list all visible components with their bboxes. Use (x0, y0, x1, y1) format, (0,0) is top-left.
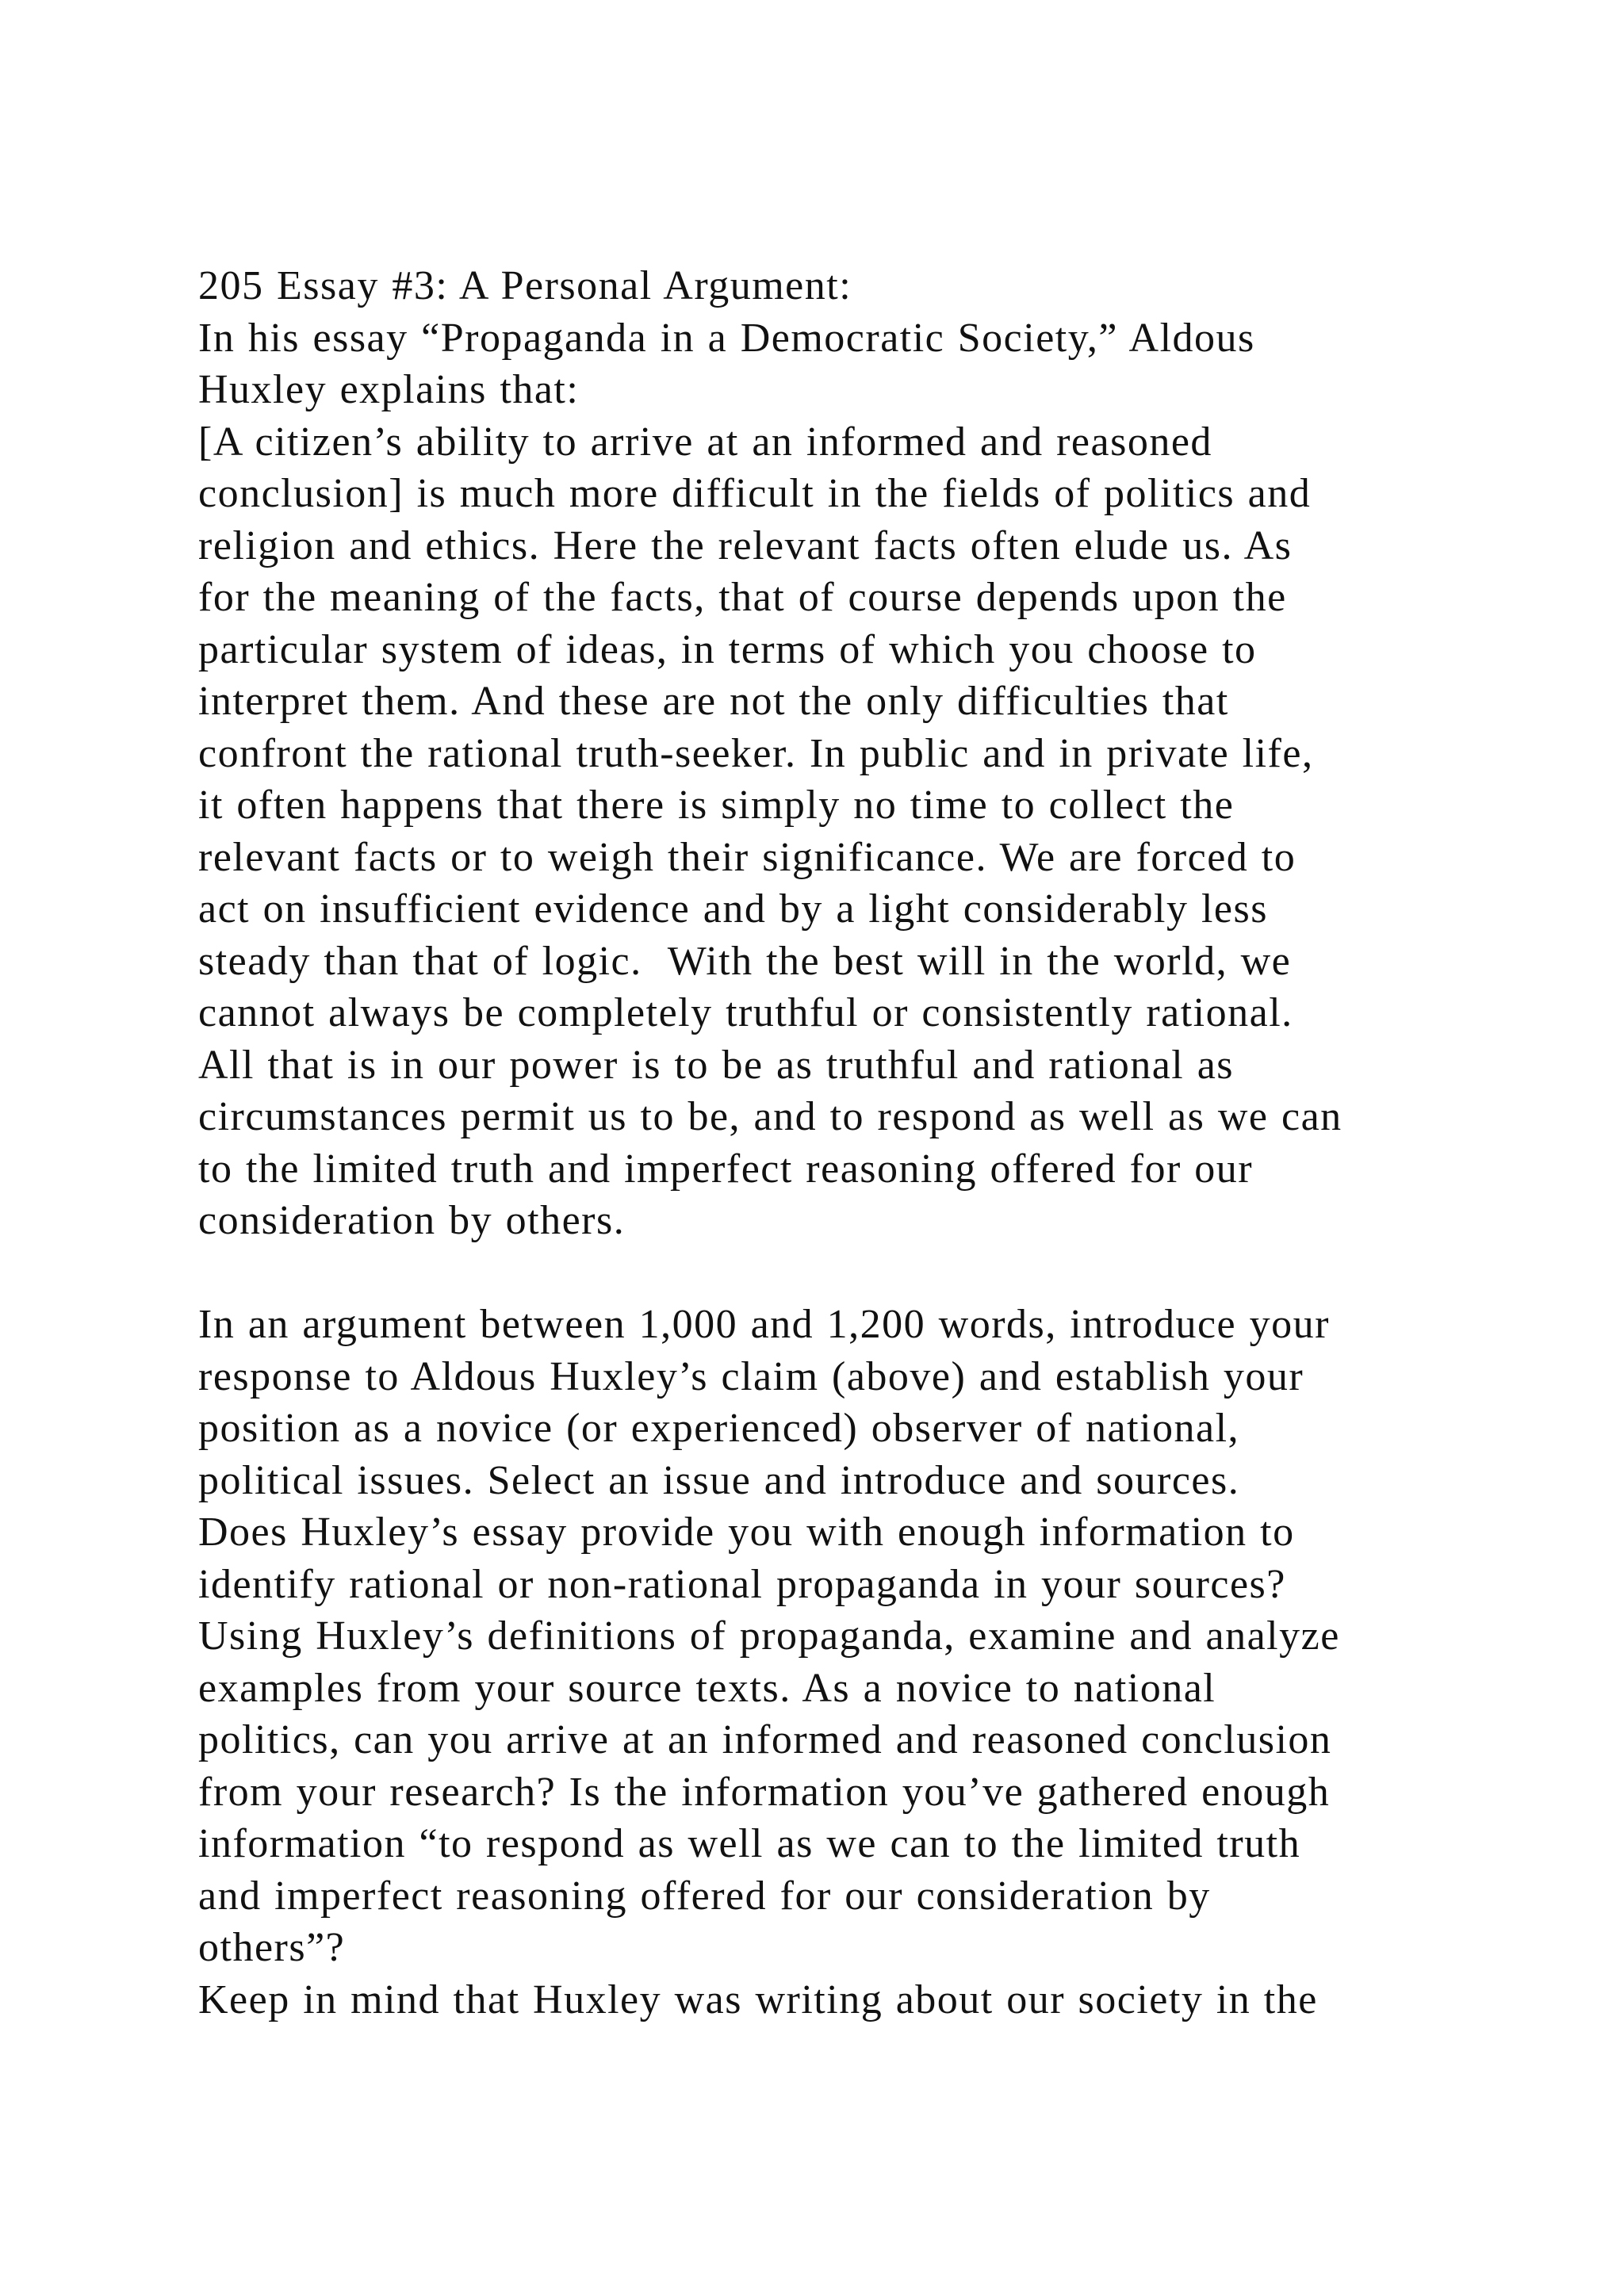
quote-line: religion and ethics. Here the relevant facts often elude us. As (198, 522, 1293, 568)
prompt-line: from your research? Is the information you’ve gathered enough (198, 1769, 1331, 1815)
quote-line: steady than that of logic. With the best will in the world, we (198, 938, 1292, 984)
intro-line: Huxley explains that: (198, 367, 580, 412)
prompt-line: others”? (198, 1925, 346, 1970)
prompt-line: information “to respond as well as we can to the limited truth (198, 1821, 1301, 1866)
prompt-line: Using Huxley’s definitions of propaganda, examine and analyze (198, 1613, 1340, 1659)
prompt-line: examples from your source texts. As a novice to national (198, 1665, 1216, 1711)
document-body (198, 260, 1507, 2026)
quote-line: interpret them. And these are not the only difficulties that (198, 679, 1229, 724)
quote-line: relevant facts or to weigh their significance. We are forced to (198, 834, 1297, 880)
quote-line: to the limited truth and imperfect reasoning offered for our (198, 1146, 1254, 1192)
prompt-line: politics, can you arrive at an informed and reasoned conclusion (198, 1717, 1332, 1762)
quote-line: it often happens that there is simply no time to collect the (198, 783, 1235, 828)
quote-line: for the meaning of the facts, that of course depends upon the (198, 575, 1287, 620)
quote-line: All that is in our power is to be as truthful and rational as (198, 1042, 1235, 1088)
prompt-line: position as a novice (or experienced) observer of national, (198, 1406, 1240, 1451)
prompt-line: Does Huxley’s essay provide you with enough information to (198, 1510, 1295, 1555)
quote-line: act on insufficient evidence and by a light considerably less (198, 886, 1268, 932)
intro-line: In his essay “Propaganda in a Democratic Society,” Aldous (198, 315, 1255, 361)
prompt-line: political issues. Select an issue and introduce and sources. (198, 1457, 1240, 1503)
prompt-line: In an argument between 1,000 and 1,200 words, introduce your (198, 1302, 1330, 1347)
closing-line: Keep in mind that Huxley was writing about our society in the (198, 1976, 1318, 2022)
quote-line: consideration by others. (198, 1198, 626, 1243)
paragraph-break (198, 1247, 1507, 1299)
prompt-line: identify rational or non-rational propaganda in your sources? (198, 1561, 1286, 1607)
prompt-line: response to Aldous Huxley’s claim (above) and establish your (198, 1353, 1304, 1399)
quote-line: conclusion] is much more difficult in the fields of politics and (198, 471, 1312, 516)
document-title: 205 Essay #3: A Personal Argument: (198, 263, 852, 308)
prompt-line: and imperfect reasoning offered for our consideration by (198, 1873, 1211, 1919)
quote-line: particular system of ideas, in terms of which you choose to (198, 626, 1257, 672)
quote-line: [A citizen’s ability to arrive at an informed and reasoned (198, 419, 1212, 465)
quote-line: cannot always be completely truthful or consistently rational. (198, 990, 1293, 1035)
quote-line: confront the rational truth-seeker. In public and in private life, (198, 730, 1314, 776)
quote-line: circumstances permit us to be, and to respond as well as we can (198, 1094, 1342, 1139)
